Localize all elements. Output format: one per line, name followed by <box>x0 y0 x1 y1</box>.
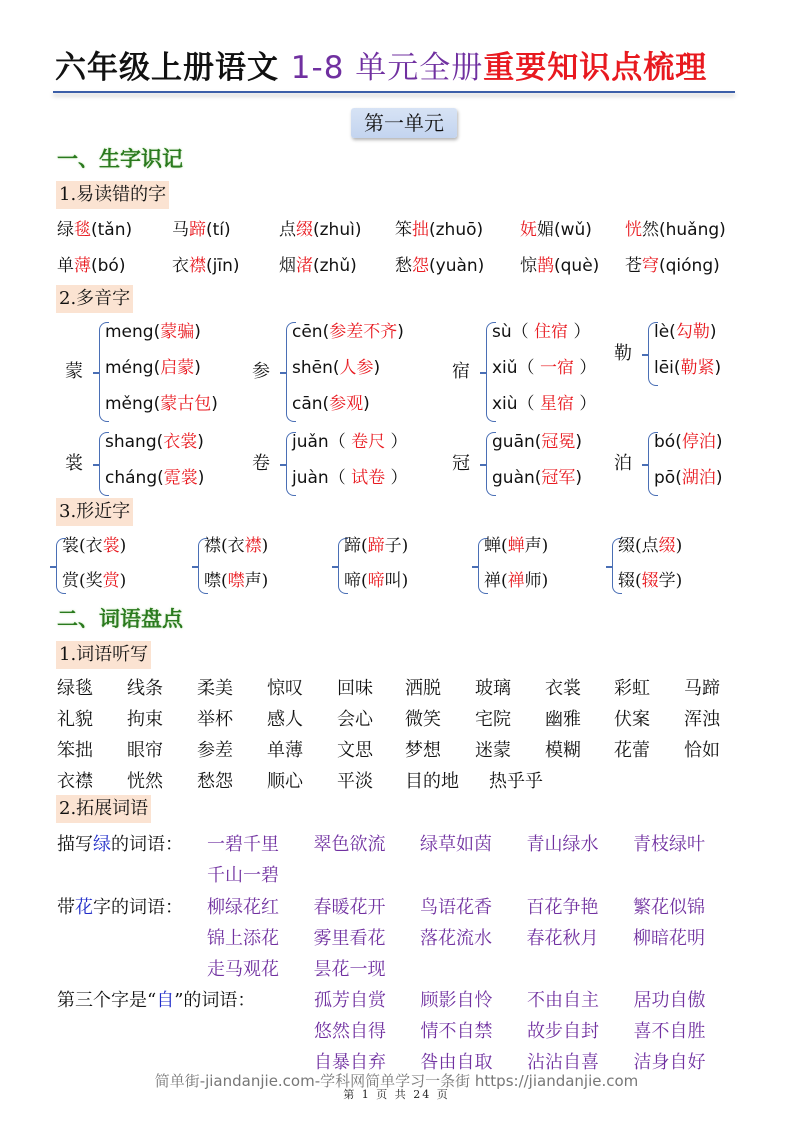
unit-badge: 第一单元 <box>351 108 457 138</box>
misread-item <box>520 254 599 278</box>
dictation-word: 热乎乎 <box>489 771 543 792</box>
dictation-word: 参差 <box>197 740 233 761</box>
pinyin: (tí) <box>206 220 231 240</box>
extended-word: 不由自主 <box>527 990 599 1011</box>
misread-item <box>172 254 240 278</box>
extended-word: 柳绿花红 <box>207 897 279 918</box>
extended-word: 咎由自取 <box>420 1052 493 1073</box>
subheading-misread-chars: 1.易读错的字 <box>56 181 169 209</box>
example-word: 启蒙 <box>160 358 195 378</box>
dictation-word: 举杯 <box>197 709 233 730</box>
dictation-word: 平淡 <box>337 771 373 792</box>
extended-category-label <box>57 893 183 919</box>
char-highlight: 缀 <box>296 220 313 240</box>
polyphonic-reading <box>654 320 716 344</box>
title-underline <box>53 91 735 93</box>
dictation-word: 文思 <box>337 740 373 761</box>
paren: ) <box>197 468 205 488</box>
pinyin: guàn( <box>492 468 542 488</box>
paren: ） <box>573 358 597 378</box>
dictation-word: 感人 <box>267 709 303 730</box>
paren: ) <box>211 394 218 414</box>
dictation-word: 笨拙 <box>57 740 93 761</box>
polyphonic-reading <box>654 356 721 380</box>
example-word: 蒙古包 <box>160 394 212 414</box>
dictation-word: 柔美 <box>197 678 233 699</box>
char-highlight: 薄 <box>74 256 91 276</box>
misread-item <box>172 218 231 242</box>
similar-pair <box>344 569 408 593</box>
label-text: 描写 <box>57 834 93 855</box>
polyphonic-group <box>614 430 793 502</box>
misread-item <box>395 218 483 242</box>
extended-category-label <box>57 830 183 856</box>
example-word: 一宿 <box>539 358 574 378</box>
polyphonic-reading <box>105 430 204 454</box>
pinyin: juàn（ <box>292 468 352 488</box>
dictation-word: 绿毯 <box>57 678 93 699</box>
char-highlight: 恍 <box>625 220 642 240</box>
dictation-word: 彩虹 <box>614 678 650 699</box>
paren: ) <box>363 394 370 414</box>
watermark: 简单街-jiandanjie.com-学科网简单学习一条街 https://jiandanjie.com <box>154 1072 639 1090</box>
document-title <box>55 48 735 88</box>
char-plain: 子) <box>384 536 409 556</box>
example-word: 星宿 <box>539 394 574 414</box>
char-highlight: 妩 <box>520 220 537 240</box>
misread-item <box>625 254 720 278</box>
polyphonic-group <box>252 430 432 502</box>
extended-word: 千山一碧 <box>207 865 279 886</box>
paren: ) <box>194 322 201 342</box>
polyphonic-group <box>65 320 245 428</box>
polyphonic-reading <box>654 466 722 490</box>
example-word: 人参 <box>339 358 374 378</box>
extended-word: 昙花一现 <box>313 959 386 980</box>
pinyin: meng( <box>105 322 161 342</box>
dictation-word: 线条 <box>127 678 163 699</box>
polyphonic-char: 蒙 <box>65 361 83 382</box>
extended-word: 绿草如茵 <box>420 834 492 855</box>
example-word: 冠冕 <box>541 432 576 452</box>
polyphonic-char: 参 <box>252 361 270 382</box>
polyphonic-char: 冠 <box>452 453 470 474</box>
pinyin: guān( <box>492 432 542 452</box>
char-plain: ) <box>675 536 683 556</box>
pinyin: (qióng) <box>659 256 720 276</box>
polyphonic-reading <box>492 392 596 416</box>
char-plain: 噤( <box>204 571 228 591</box>
char-highlight: 禅 <box>507 571 525 591</box>
polyphonic-char: 勒 <box>614 343 632 364</box>
extended-word: 春花秋月 <box>526 928 599 949</box>
similar-group <box>606 534 746 606</box>
extended-word: 居功自傲 <box>633 990 706 1011</box>
extended-word: 走马观花 <box>207 959 279 980</box>
char-plain: 点 <box>279 220 296 240</box>
char-plain: 衣 <box>172 256 189 276</box>
polyphonic-char: 卷 <box>252 453 270 474</box>
polyphonic-reading <box>292 466 408 490</box>
polyphonic-reading <box>292 430 408 454</box>
char-highlight: 穹 <box>642 256 659 276</box>
extended-word: 落花流水 <box>420 928 492 949</box>
pinyin: cān( <box>292 394 330 414</box>
subheading-polyphonic: 2.多音字 <box>56 285 133 313</box>
paren: ) <box>709 322 717 342</box>
subheading-dictation: 1.词语听写 <box>56 641 151 669</box>
char-highlight: 啼 <box>367 571 385 591</box>
dictation-word: 浑浊 <box>684 709 720 730</box>
dictation-word: 宅院 <box>475 709 511 730</box>
dictation-word: 幽雅 <box>545 709 581 730</box>
char-highlight: 辍 <box>641 571 659 591</box>
polyphonic-group <box>452 430 632 502</box>
similar-group <box>50 534 190 606</box>
pinyin: (què) <box>554 256 600 276</box>
label-highlight: 花 <box>75 897 93 918</box>
polyphonic-reading <box>292 356 380 380</box>
dictation-word: 愁怨 <box>197 771 233 792</box>
pinyin: měng( <box>105 394 161 414</box>
extended-word: 青枝绿叶 <box>633 834 705 855</box>
misread-item <box>395 254 484 278</box>
pinyin: méng( <box>105 358 161 378</box>
example-word: 衣裳 <box>163 432 198 452</box>
extended-word: 青山绿水 <box>526 834 599 855</box>
dictation-word: 洒脱 <box>405 678 441 699</box>
pinyin: cēn( <box>292 322 330 342</box>
similar-pair <box>204 534 268 558</box>
example-word: 住宿 <box>534 322 569 342</box>
char-plain: 绿 <box>57 220 74 240</box>
polyphonic-reading <box>105 392 218 416</box>
dictation-word: 眼帘 <box>127 740 163 761</box>
polyphonic-reading <box>105 466 204 490</box>
char-plain: 赏(奖 <box>62 571 103 591</box>
dictation-word: 顺心 <box>267 771 303 792</box>
char-highlight: 蹄 <box>189 220 206 240</box>
title-part-units: 1-8 单元全册 <box>290 50 484 86</box>
label-highlight: 自 <box>156 990 175 1011</box>
label-text: 带 <box>57 897 75 918</box>
example-word: 勒紧 <box>680 358 715 378</box>
paren: ） <box>385 432 408 452</box>
dictation-word: 模糊 <box>545 740 581 761</box>
page-number: 第 1 页 共 24 页 <box>343 1088 450 1101</box>
dictation-word: 目的地 <box>405 771 459 792</box>
pinyin: (yuàn) <box>429 256 485 276</box>
dictation-word: 玻璃 <box>475 678 511 699</box>
misread-item <box>520 218 592 242</box>
section-heading-characters: 一、生字识记 <box>57 146 183 171</box>
paren: ) <box>714 358 722 378</box>
section-heading-vocabulary: 二、词语盘点 <box>57 606 183 631</box>
similar-group <box>332 534 472 606</box>
similar-pair <box>618 534 682 558</box>
paren: ） <box>385 468 408 488</box>
similar-group <box>192 534 332 606</box>
char-plain: 师) <box>524 571 549 591</box>
char-highlight: 拙 <box>412 220 429 240</box>
char-plain: 声) <box>244 571 269 591</box>
char-plain: ) <box>119 571 127 591</box>
polyphonic-group <box>252 320 432 428</box>
polyphonic-reading <box>105 320 201 344</box>
char-plain: 单 <box>57 256 74 276</box>
extended-word: 柳暗花明 <box>633 928 705 949</box>
misread-item <box>57 218 132 242</box>
char-plain: 蝉( <box>484 536 508 556</box>
extended-word: 悠然自得 <box>314 1021 386 1042</box>
label-text: 字的词语： <box>93 897 183 918</box>
pinyin: shēn( <box>292 358 340 378</box>
dictation-word: 礼貌 <box>57 709 93 730</box>
polyphonic-group <box>614 320 793 392</box>
subheading-extended-words: 2.拓展词语 <box>56 795 151 823</box>
char-highlight: 赏 <box>102 571 120 591</box>
label-text: ”的词语： <box>174 990 256 1011</box>
char-plain: ) <box>261 536 269 556</box>
char-plain: 笨 <box>395 220 412 240</box>
example-word: 勾勒 <box>675 322 710 342</box>
pinyin: (bó) <box>91 256 126 276</box>
extended-word: 自暴自弃 <box>314 1052 386 1073</box>
dictation-word: 单薄 <box>267 740 303 761</box>
char-plain: 禅( <box>484 571 508 591</box>
misread-item <box>57 254 125 278</box>
char-highlight: 裳 <box>102 536 120 556</box>
char-highlight: 缀 <box>658 536 676 556</box>
polyphonic-reading <box>654 430 722 454</box>
dictation-word: 花蕾 <box>614 740 650 761</box>
dictation-word: 衣裳 <box>545 678 581 699</box>
pinyin: (zhǔ) <box>313 256 357 276</box>
char-plain: 啼( <box>344 571 368 591</box>
polyphonic-reading <box>492 320 590 344</box>
dictation-word: 恍然 <box>127 771 163 792</box>
polyphonic-char: 裳 <box>65 453 83 474</box>
extended-word: 故步自封 <box>527 1021 599 1042</box>
subheading-similar-chars: 3.形近字 <box>56 498 133 526</box>
char-plain: 襟(衣 <box>204 536 245 556</box>
char-highlight: 怨 <box>412 256 429 276</box>
extended-word: 雾里看花 <box>313 928 386 949</box>
extended-word: 一碧千里 <box>207 834 279 855</box>
char-plain: 声) <box>524 536 549 556</box>
polyphonic-reading <box>492 466 582 490</box>
char-highlight: 鹊 <box>537 256 554 276</box>
pinyin: xiù（ <box>492 394 540 414</box>
title-part-grade: 六年级上册语文 <box>55 50 291 86</box>
char-highlight: 襟 <box>244 536 262 556</box>
example-word: 参观 <box>329 394 364 414</box>
polyphonic-reading <box>105 356 201 380</box>
label-text: 第三个字是“ <box>57 990 157 1011</box>
char-plain: 烟 <box>279 256 296 276</box>
pinyin: shang( <box>105 432 164 452</box>
label-text: 的词语： <box>111 834 183 855</box>
char-plain: 蹄( <box>344 536 368 556</box>
polyphonic-group <box>65 430 245 502</box>
similar-pair <box>484 569 548 593</box>
polyphonic-reading <box>292 392 370 416</box>
extended-word: 百花争艳 <box>526 897 599 918</box>
example-word: 卷尺 <box>351 432 386 452</box>
paren: ) <box>373 358 381 378</box>
pinyin: (tǎn) <box>91 220 133 240</box>
paren: ) <box>197 432 204 452</box>
extended-word: 喜不自胜 <box>633 1021 706 1042</box>
similar-group <box>472 534 612 606</box>
example-word: 霓裳 <box>163 468 198 488</box>
char-plain: 辍( <box>618 571 642 591</box>
dictation-word: 马蹄 <box>684 678 720 699</box>
polyphonic-reading <box>492 430 582 454</box>
polyphonic-reading <box>292 320 404 344</box>
char-plain: 裳(衣 <box>62 536 103 556</box>
char-plain: 媚 <box>537 220 554 240</box>
pinyin: (zhuì) <box>313 220 362 240</box>
char-highlight: 渚 <box>296 256 313 276</box>
char-plain: 叫) <box>384 571 409 591</box>
extended-category-label <box>57 986 255 1012</box>
char-plain: 愁 <box>395 256 412 276</box>
example-word: 试卷 <box>351 468 386 488</box>
extended-word: 沾沾自喜 <box>527 1052 599 1073</box>
misread-item <box>279 218 361 242</box>
pinyin: (jīn) <box>206 256 240 276</box>
misread-item <box>625 218 726 242</box>
extended-word: 繁花似锦 <box>633 897 705 918</box>
misread-item <box>279 254 357 278</box>
dictation-word: 惊叹 <box>267 678 303 699</box>
pinyin: (zhuō) <box>429 220 484 240</box>
char-plain: 苍 <box>625 256 642 276</box>
example-word: 参差不齐 <box>329 322 398 342</box>
char-plain: 马 <box>172 220 189 240</box>
example-word: 冠军 <box>541 468 576 488</box>
char-highlight: 噤 <box>227 571 245 591</box>
paren: ) <box>715 432 723 452</box>
char-highlight: 蹄 <box>367 536 385 556</box>
char-plain: 然 <box>642 220 659 240</box>
title-part-topic: 重要知识点梳理 <box>483 50 708 86</box>
extended-word: 鸟语花香 <box>420 897 492 918</box>
dictation-word: 迷蒙 <box>475 740 511 761</box>
dictation-word: 伏案 <box>614 709 650 730</box>
pinyin: xiǔ（ <box>492 358 540 378</box>
pinyin: lēi( <box>654 358 681 378</box>
similar-pair <box>344 534 408 558</box>
pinyin: sù（ <box>492 322 535 342</box>
char-plain: 惊 <box>520 256 537 276</box>
pinyin: juǎn（ <box>292 432 352 452</box>
pinyin: pō( <box>654 468 682 488</box>
dictation-word: 微笑 <box>405 709 441 730</box>
paren: ） <box>573 394 597 414</box>
char-highlight: 襟 <box>189 256 206 276</box>
similar-pair <box>62 534 126 558</box>
pinyin: (wǔ) <box>554 220 592 240</box>
similar-pair <box>204 569 268 593</box>
paren: ） <box>568 322 591 342</box>
dictation-word: 会心 <box>337 709 373 730</box>
pinyin: lè( <box>654 322 676 342</box>
paren: ) <box>575 468 583 488</box>
extended-word: 锦上添花 <box>207 928 279 949</box>
paren: ) <box>715 468 723 488</box>
similar-pair <box>62 569 126 593</box>
extended-word: 春暖花开 <box>313 897 386 918</box>
char-highlight: 毯 <box>74 220 91 240</box>
dictation-word: 恰如 <box>684 740 720 761</box>
similar-pair <box>484 534 548 558</box>
extended-word: 情不自禁 <box>420 1021 493 1042</box>
polyphonic-char: 泊 <box>614 453 632 474</box>
char-plain: ) <box>119 536 127 556</box>
char-plain: 学) <box>658 571 683 591</box>
example-word: 停泊 <box>681 432 716 452</box>
dictation-word: 梦想 <box>405 740 441 761</box>
similar-pair <box>618 569 682 593</box>
paren: ) <box>575 432 583 452</box>
char-plain: 缀(点 <box>618 536 659 556</box>
polyphonic-reading <box>492 356 596 380</box>
example-word: 湖泊 <box>681 468 716 488</box>
polyphonic-char: 宿 <box>452 361 470 382</box>
extended-word: 孤芳自赏 <box>314 990 386 1011</box>
paren: ) <box>194 358 201 378</box>
dictation-word: 拘束 <box>127 709 163 730</box>
example-word: 蒙骗 <box>160 322 195 342</box>
pinyin: (huǎng) <box>659 220 726 240</box>
paren: ) <box>397 322 404 342</box>
dictation-word: 回味 <box>337 678 373 699</box>
polyphonic-group <box>452 320 632 428</box>
label-highlight: 绿 <box>93 834 111 855</box>
char-highlight: 蝉 <box>507 536 525 556</box>
dictation-word: 衣襟 <box>57 771 93 792</box>
extended-word: 翠色欲流 <box>313 834 386 855</box>
pinyin: bó( <box>654 432 682 452</box>
extended-word: 洁身自好 <box>633 1052 706 1073</box>
extended-word: 顾影自怜 <box>420 990 493 1011</box>
pinyin: cháng( <box>105 468 164 488</box>
